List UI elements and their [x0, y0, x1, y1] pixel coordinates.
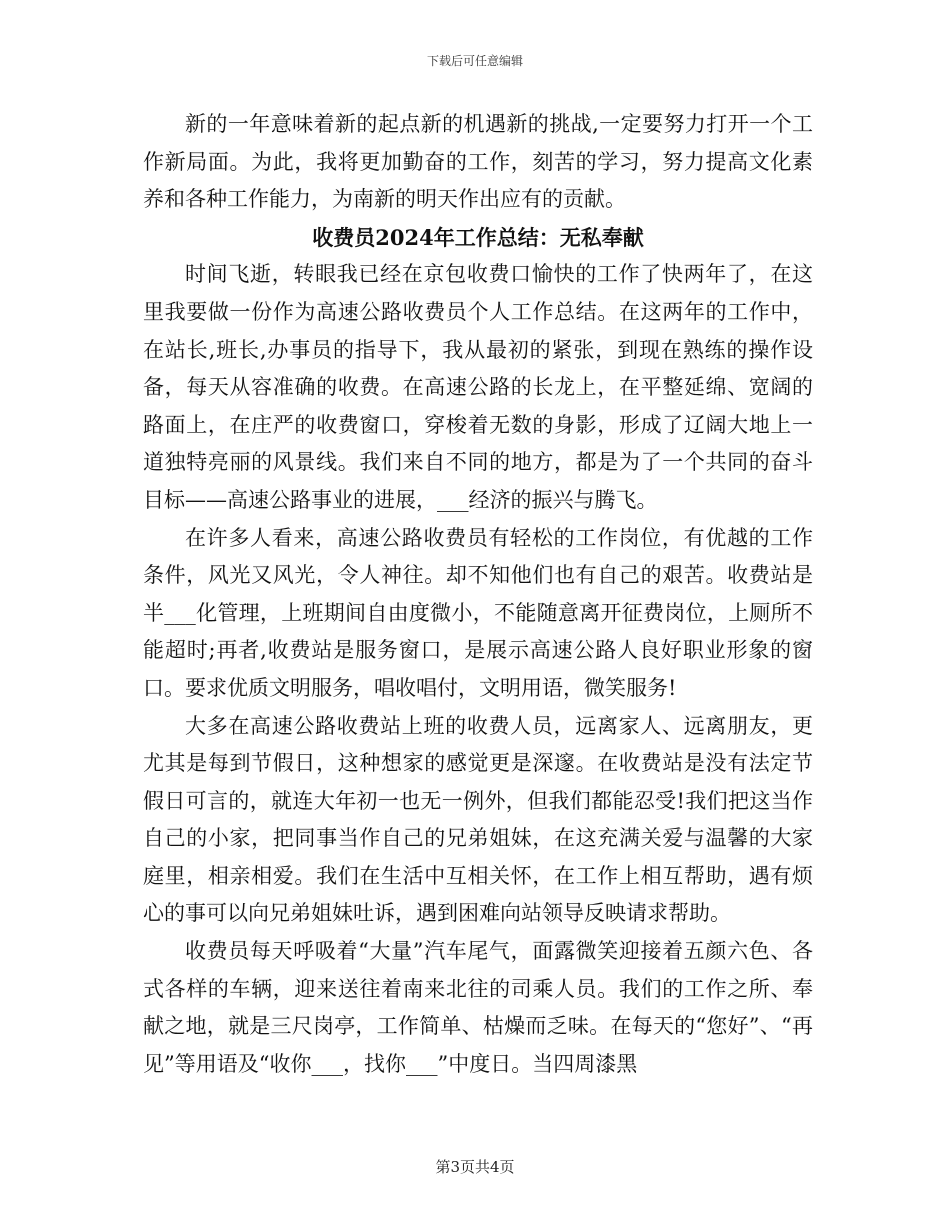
body-paragraph: 收费员每天呼吸着“大量”汽车尾气，面露微笑迎接着五颜六色、各式各样的车辆，迎来送往着南来北往的司乘人员。我们的工作之所、奉献之地，就是三尺岗亭，工作简单、枯燥而乏味。在每天的“您好”、“再见”等用语及“收你___，找你___”中度日。当四周漆黑 [143, 939, 813, 1076]
intro-paragraph: 新的一年意味着新的起点新的机遇新的挑战,一定要努力打开一个工作新局面。为此，我将更加勤奋的工作，刻苦的学习，努力提高文化素养和各种工作能力，为南新的明天作出应有的贡献。 [143, 112, 813, 212]
document-body [143, 106, 813, 1083]
body-paragraph: 时间飞逝，转眼我已经在京包收费口愉快的工作了快两年了，在这里我要做一份作为高速公路收费员个人工作总结。在这两年的工作中，在站长,班长,办事员的指导下，我从最初的紧张，到现在熟练的操作设备，每天从容准确的收费。在高速公路的长龙上，在平整延绵、宽阔的路面上，在庄严的收费窗口，穿梭着无数的身影，形成了辽阔大地上一道独特亮丽的风景线。我们来自不同的地方，都是为了一个共同的奋斗目标——高速公路事业的进展，___经济的振兴与腾飞。 [143, 262, 813, 512]
body-paragraph: 在许多人看来，高速公路收费员有轻松的工作岗位，有优越的工作条件，风光又风光，令人神往。却不知他们也有自己的艰苦。收费站是半___化管理，上班期间自由度微小，不能随意离开征费岗位，上厕所不能超时;再者,收费站是服务窗口，是展示高速公路人良好职业形象的窗口。要求优质文明服务，唱收唱付，文明用语，微笑服务! [143, 525, 813, 700]
page-header: 下载后可任意编辑 [426, 54, 523, 68]
page-number: 第3页共4页 [435, 1158, 515, 1176]
section-title: 收费员2024年工作总结：无私奉献 [312, 224, 644, 250]
body-paragraph: 大多在高速公路收费站上班的收费人员，远离家人、远离朋友，更尤其是每到节假日，这种想家的感觉更是深邃。在收费站是没有法定节假日可言的，就连大年初一也无一例外，但我们都能忍受!我们把这当作自己的小家，把同事当作自己的兄弟姐妹，在这充满关爱与温馨的大家庭里，相亲相爱。我们在生活中互相关怀，在工作上相互帮助，遇有烦心的事可以向兄弟姐妹吐诉，遇到困难向站领导反映请求帮助。 [143, 713, 813, 926]
